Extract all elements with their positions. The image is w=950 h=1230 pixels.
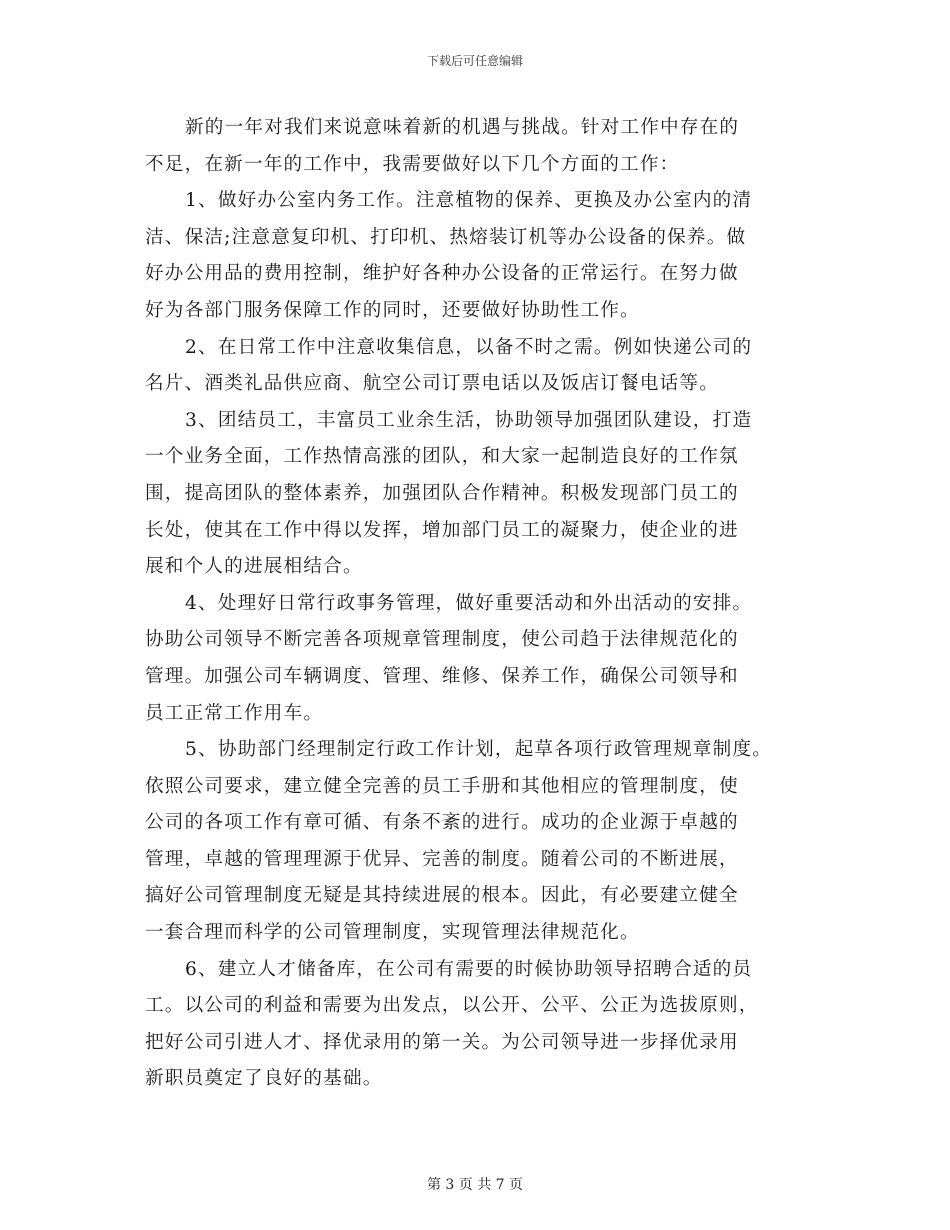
page-header: 下载后可任意编辑	[426, 54, 523, 68]
text-line: 洁、保洁;注意意复印机、打印机、热熔装订机等办公设备的保养。做	[145, 226, 747, 248]
text-line: 3、团结员工，丰富员工业余生活，协助领导加强团队建设，打造	[185, 409, 753, 431]
text-line: 好为各部门服务保障工作的同时，还要做好协助性工作。	[145, 299, 640, 321]
text-line: 把好公司引进人才、择优录用的第一关。为公司领导进一步择优录用	[145, 1031, 739, 1053]
text-line: 员工正常工作用车。	[145, 702, 324, 724]
text-line: 名片、酒类礼品供应商、航空公司订票电话以及饭店订餐电话等。	[145, 373, 720, 395]
text-line: 新的一年对我们来说意味着新的机遇与挑战。针对工作中存在的	[185, 117, 740, 138]
paragraph-item-4	[145, 586, 805, 732]
text-line: 新职员奠定了良好的基础。	[145, 1068, 383, 1090]
page-footer: 第 3 页 共 7 页	[426, 1177, 524, 1193]
text-line: 2、在日常工作中注意收集信息，以备不时之需。例如快递公司的	[185, 336, 753, 358]
text-line: 4、处理好日常行政事务管理，做好重要活动和外出活动的安排。	[185, 592, 753, 614]
paragraph-intro	[145, 110, 805, 183]
text-line: 管理。加强公司车辆调度、管理、维修、保养工作，确保公司领导和	[145, 665, 739, 687]
text-line: 1、做好办公室内务工作。注意植物的保养、更换及办公室内的清	[185, 190, 753, 212]
text-line: 工。以公司的利益和需要为出发点，以公开、公平、公正为选拔原则，	[145, 995, 759, 1017]
text-line: 一套合理而科学的公司管理制度，实现管理法律规范化。	[145, 922, 640, 944]
text-line: 6、建立人才储备库，在公司有需要的时候协助领导招聘合适的员	[185, 958, 753, 980]
text-line: 5、协助部门经理制定行政工作计划，起草各项行政管理规章制度。	[185, 739, 773, 761]
paragraph-item-6	[145, 952, 805, 1098]
paragraph-item-3	[145, 403, 805, 586]
paragraph-item-2	[145, 330, 805, 403]
text-line: 依照公司要求，建立健全完善的员工手册和其他相应的管理制度，使	[145, 775, 739, 797]
text-line: 管理，卓越的管理理源于优异、完善的制度。随着公司的不断进展，	[145, 848, 739, 870]
text-line: 协助公司领导不断完善各项规章管理制度，使公司趋于法律规范化的	[145, 629, 739, 651]
text-line: 好办公用品的费用控制，维护好各种办公设备的正常运行。在努力做	[145, 263, 739, 285]
paragraph-item-1	[145, 183, 805, 329]
text-line: 不足，在新一年的工作中，我需要做好以下几个方面的工作：	[145, 153, 680, 175]
text-line: 展和个人的进展相结合。	[145, 556, 363, 578]
text-line: 搞好公司管理制度无疑是其持续进展的根本。因此，有必要建立健全	[145, 885, 739, 907]
text-line: 公司的各项工作有章可循、有条不紊的进行。成功的企业源于卓越的	[145, 812, 739, 834]
text-line: 围，提高团队的整体素养，加强团队合作精神。积极发现部门员工的	[145, 482, 739, 504]
paragraph-item-5	[145, 732, 805, 952]
text-line: 一个业务全面，工作热情高涨的团队，和大家一起制造良好的工作氛	[145, 446, 739, 468]
document-body	[145, 110, 805, 1098]
text-line: 长处，使其在工作中得以发挥，增加部门员工的凝聚力，使企业的进	[145, 519, 739, 541]
